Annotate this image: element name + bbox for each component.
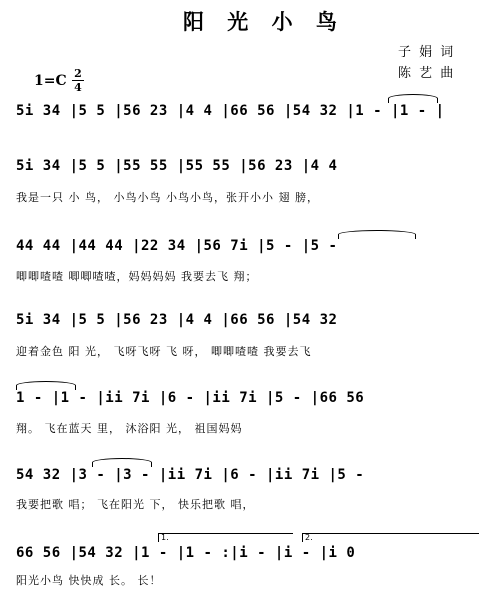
staff-line-4: 5i 34 |5 5 |56 23 |4 4 |66 56 |54 32 <box>16 312 338 328</box>
tie-mark <box>16 381 76 390</box>
tie-mark <box>338 230 416 239</box>
staff-line-1: 5i 34 |5 5 |56 23 |4 4 |66 56 |54 32 |1 - |1 - | <box>16 103 445 119</box>
second-ending-bracket <box>302 533 479 542</box>
lyric-line-4: 迎着金色 阳 光， 飞呀飞呀 飞 呀， 唧唧喳喳 我要去飞 <box>16 345 312 358</box>
lyric-line-2: 我是一只 小 鸟， 小鸟小鸟 小鸟小鸟，张开小小 翅 膀， <box>16 191 319 204</box>
lyric-line-7: 阳光小鸟 快快成 长。 长！ <box>16 574 162 587</box>
first-ending-bracket <box>158 533 293 542</box>
time-signature <box>72 68 84 93</box>
lyric-line-6: 我要把歌 唱； 飞在阳光 下， 快乐把歌 唱， <box>16 498 255 511</box>
staff-line-7: 66 56 |54 32 |1 - |1 - :|i - |i - |i 0 <box>16 545 356 561</box>
second-ending-label: 2. <box>305 533 313 542</box>
tie-mark <box>388 94 438 103</box>
lyric-line-5: 翔。 飞在蓝天 里， 沐浴阳 光， 祖国妈妈 <box>16 422 243 435</box>
song-title: 阳 光 小 鸟 <box>183 10 345 34</box>
time-sig-numerator: 2 <box>74 67 82 80</box>
time-sig-denominator: 4 <box>74 81 82 94</box>
lyricist-credit: 子 娟 词 <box>398 45 456 60</box>
staff-line-6: 54 32 |3 - |3 - |ii 7i |6 - |ii 7i |5 - <box>16 467 365 483</box>
first-ending-label: 1. <box>161 533 169 542</box>
composer-credit: 陈 艺 曲 <box>398 66 456 81</box>
key-signature: 1=C <box>34 73 67 89</box>
staff-line-2: 5i 34 |5 5 |55 55 |55 55 |56 23 |4 4 <box>16 158 338 174</box>
tie-mark <box>92 458 152 467</box>
staff-line-5: 1 - |1 - |ii 7i |6 - |ii 7i |5 - |66 56 <box>16 390 365 406</box>
lyric-line-3: 唧唧喳喳 唧唧喳喳，妈妈妈妈 我要去飞 翔； <box>16 270 258 283</box>
staff-line-3: 44 44 |44 44 |22 34 |56 7i |5 - |5 - <box>16 238 338 254</box>
